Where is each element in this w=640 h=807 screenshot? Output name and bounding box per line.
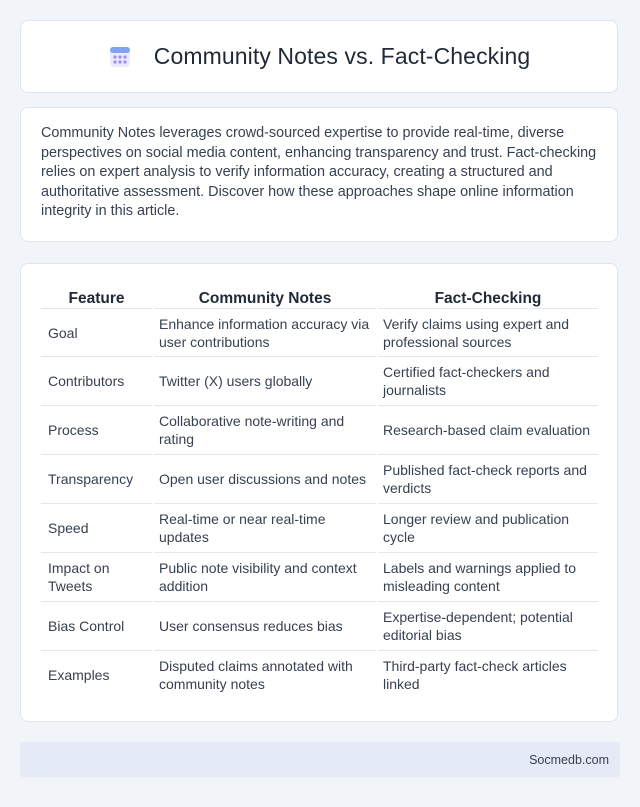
column-header-community-notes: Community Notes bbox=[198, 290, 332, 307]
table-row bbox=[41, 405, 598, 454]
feature-cell: Process bbox=[41, 405, 152, 454]
fact-checking-cell: Third-party fact-check articles linked bbox=[378, 650, 598, 699]
fact-checking-cell: Certified fact-checkers and journalists bbox=[378, 356, 598, 405]
feature-cell: Transparency bbox=[41, 454, 152, 503]
community-notes-cell: User consensus reduces bias bbox=[154, 601, 376, 650]
fact-checking-cell: Verify claims using expert and professional sources bbox=[378, 308, 598, 356]
community-notes-cell: Twitter (X) users globally bbox=[154, 356, 376, 405]
footer-brand[interactable]: Socmedb.com bbox=[529, 752, 609, 767]
comparison-card bbox=[20, 263, 618, 722]
community-notes-cell: Collaborative note-writing and rating bbox=[154, 405, 376, 454]
page-title: Community Notes vs. Fact-Checking bbox=[153, 43, 531, 69]
table-row bbox=[41, 650, 598, 699]
table-row bbox=[41, 601, 598, 650]
table-header-row bbox=[41, 286, 598, 308]
community-notes-cell: Public note visibility and context addition bbox=[154, 552, 376, 601]
feature-cell: Goal bbox=[41, 308, 152, 356]
fact-checking-cell: Research-based claim evaluation bbox=[378, 405, 598, 454]
column-header-fact-checking: Fact-Checking bbox=[434, 290, 542, 307]
fact-checking-cell: Expertise-dependent; potential editorial bias bbox=[378, 601, 598, 650]
fact-checking-cell: Longer review and publication cycle bbox=[378, 503, 598, 552]
calendar-grid-icon bbox=[108, 45, 132, 69]
intro-paragraph: Community Notes leverages crowd-sourced expertise to provide real-time, diverse perspectives on social media content, enhancing transparency and trust. Fact-checking relies on expert analysis to verify information accuracy, creating a structured and authoritative assessment. Discover how these approaches shape online information integrity in this article. bbox=[41, 125, 597, 220]
footer-bar bbox=[20, 742, 620, 777]
community-notes-cell: Open user discussions and notes bbox=[154, 454, 376, 503]
table-row bbox=[41, 356, 598, 405]
title-card bbox=[20, 20, 618, 93]
community-notes-cell: Disputed claims annotated with community notes bbox=[154, 650, 376, 699]
table-row bbox=[41, 503, 598, 552]
table-row bbox=[41, 552, 598, 601]
feature-cell: Speed bbox=[41, 503, 152, 552]
table-row bbox=[41, 308, 598, 356]
table-row bbox=[41, 454, 598, 503]
community-notes-cell: Enhance information accuracy via user contributions bbox=[154, 308, 376, 356]
feature-cell: Examples bbox=[41, 650, 152, 699]
feature-cell: Contributors bbox=[41, 356, 152, 405]
feature-cell: Impact on Tweets bbox=[41, 552, 152, 601]
column-header-feature: Feature bbox=[68, 290, 125, 307]
fact-checking-cell: Published fact-check reports and verdicts bbox=[378, 454, 598, 503]
fact-checking-cell: Labels and warnings applied to misleading content bbox=[378, 552, 598, 601]
community-notes-cell: Real-time or near real-time updates bbox=[154, 503, 376, 552]
intro-card bbox=[20, 107, 618, 242]
comparison-table bbox=[39, 286, 600, 699]
feature-cell: Bias Control bbox=[41, 601, 152, 650]
